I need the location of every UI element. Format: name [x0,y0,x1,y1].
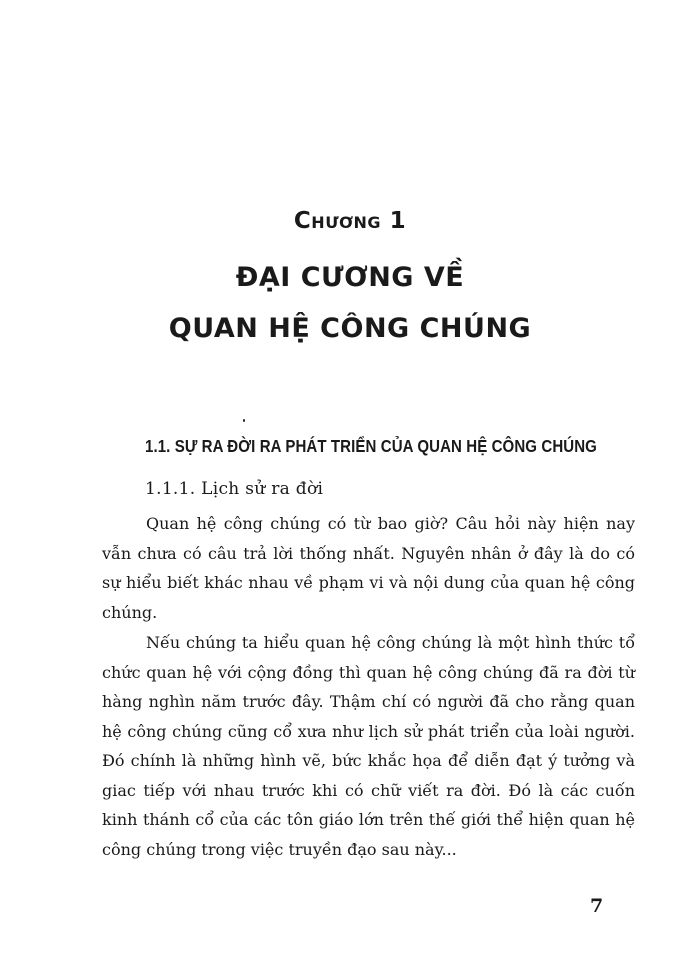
scan-speck [243,419,245,422]
chapter-label: Chương 1 [293,208,407,234]
paragraph-1 [102,509,635,627]
page-number: 7 [590,895,604,917]
section-heading: 1.1. SỰ RA ĐỜI RA PHÁT TRIỂN CỦA QUAN HỆ CÔNG CHÚNG [145,436,597,456]
paragraph-1-text: Quan hệ công chúng có từ bao giờ? Câu hỏi này hiện nay vẫn chưa có câu trả lời thống nhất. Nguyên nhân ở đây là do có sự hiểu biết khác nhau về phạm vi và nội dung của quan hệ công chúng. [102,514,635,622]
chapter-title-line-2: QUAN HỆ CÔNG CHÚNG [168,313,532,344]
chapter-title-line-1: ĐẠI CƯƠNG VỀ [235,262,465,293]
subsection-heading: 1.1.1. Lịch sử ra đời [145,479,324,499]
paragraph-2-text: Nếu chúng ta hiểu quan hệ công chúng là một hình thức tổ chức quan hệ với cộng đồng thì quan hệ công chúng đã ra đời từ hàng nghìn năm trước đây. Thậm chí có người đã cho rằng quan hệ công chúng cũng cổ xưa như lịch sử phát triển của loài người. Đó chính là những hình vẽ, bức khắc họa để diễn đạt ý tưởng và giac tiếp với nhau trước khi có chữ viết ra đời. Đó là các cuốn kinh thánh cổ của các tôn giáo lớn trên thế giới thể hiện quan hệ công chúng trong việc truyền đạo sau này... [102,633,635,859]
paragraph-2 [102,628,635,864]
